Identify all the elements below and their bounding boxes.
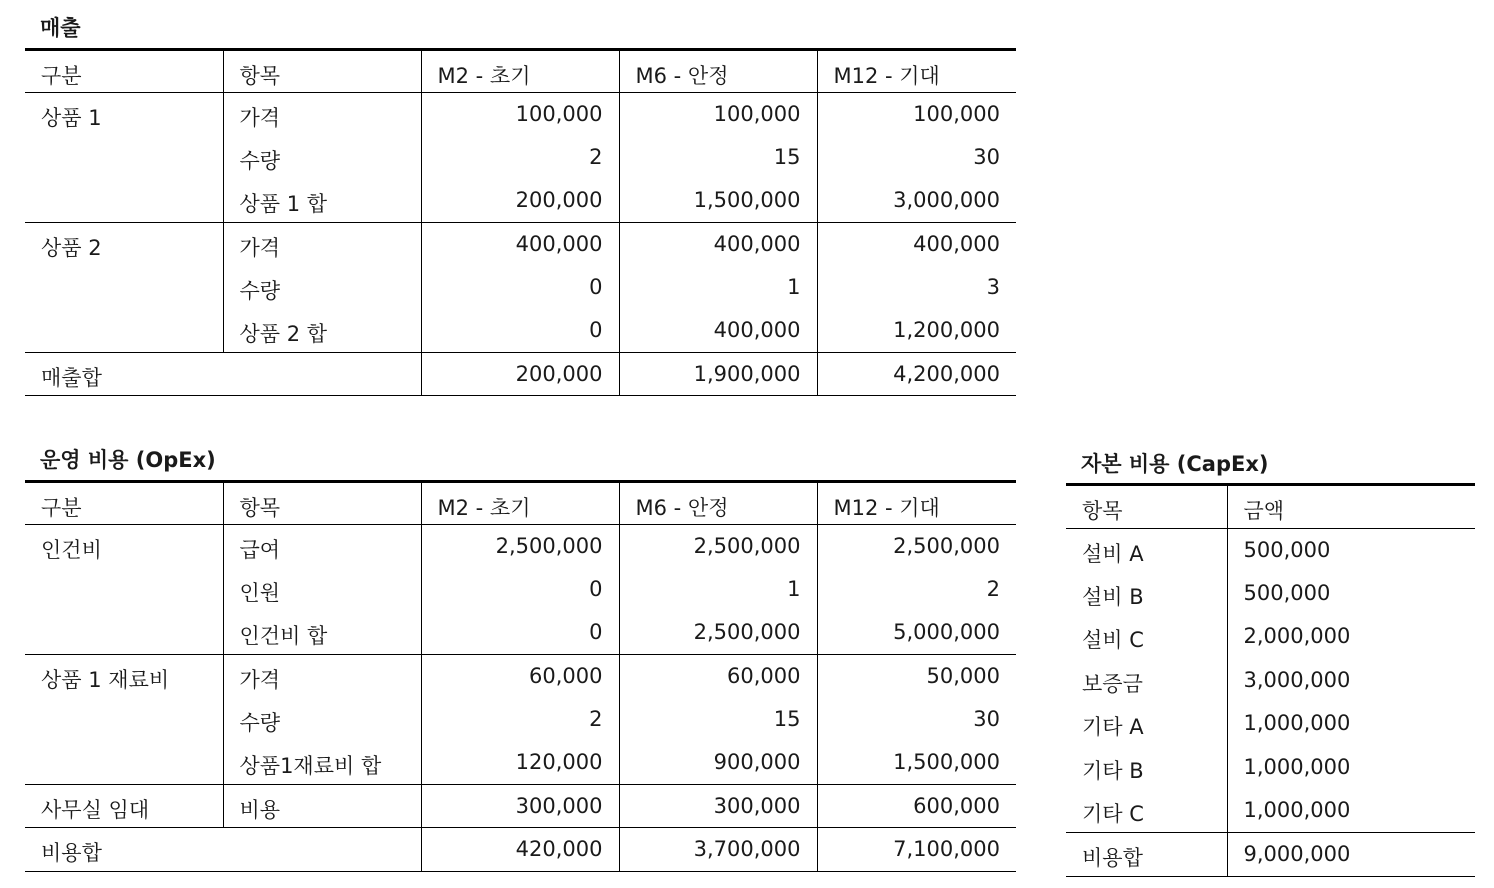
value-m2: 0 bbox=[421, 309, 619, 352]
value-m2: 2 bbox=[421, 698, 619, 741]
value-m12: 2 bbox=[817, 568, 1016, 611]
value-m2: 300,000 bbox=[421, 785, 619, 828]
header-m12: M12 - 기대 bbox=[817, 50, 1016, 93]
value-m6: 400,000 bbox=[619, 223, 817, 266]
group-name: 인건비 bbox=[41, 538, 102, 563]
total-m6: 3,700,000 bbox=[619, 828, 817, 871]
header-m2: M2 - 초기 bbox=[421, 482, 619, 525]
total-row bbox=[25, 828, 1016, 871]
header-m2: M2 - 초기 bbox=[421, 50, 619, 93]
header-item: 항목 bbox=[1066, 485, 1227, 529]
value-m6: 400,000 bbox=[619, 309, 817, 352]
item-label: 수량 bbox=[223, 698, 421, 741]
opex-title: 운영 비용 (OpEx) bbox=[40, 448, 216, 472]
table-row bbox=[1066, 572, 1475, 616]
total-m12: 7,100,000 bbox=[817, 828, 1016, 871]
item-label: 설비 B bbox=[1082, 584, 1144, 609]
value-m2: 2 bbox=[421, 136, 619, 179]
value-m2: 200,000 bbox=[421, 179, 619, 222]
value-m12: 400,000 bbox=[817, 223, 1016, 266]
value-m12: 50,000 bbox=[817, 655, 1016, 698]
item-label: 가격 bbox=[223, 655, 421, 698]
value-m2: 60,000 bbox=[421, 655, 619, 698]
value-m2: 400,000 bbox=[421, 223, 619, 266]
value-m12: 3 bbox=[817, 266, 1016, 309]
total-m12: 4,200,000 bbox=[817, 353, 1016, 396]
item-label: 수량 bbox=[223, 266, 421, 309]
total-label: 비용합 bbox=[25, 828, 421, 871]
amount-value: 3,000,000 bbox=[1227, 659, 1475, 703]
amount-value: 1,000,000 bbox=[1227, 789, 1475, 833]
header-m6: M6 - 안정 bbox=[619, 482, 817, 525]
item-label: 인원 bbox=[223, 568, 421, 611]
value-m6: 2,500,000 bbox=[619, 525, 817, 568]
header-amount: 금액 bbox=[1227, 485, 1475, 529]
table-row bbox=[25, 655, 1016, 698]
total-label: 매출합 bbox=[25, 353, 421, 396]
header-item: 항목 bbox=[223, 482, 421, 525]
value-m2: 100,000 bbox=[421, 93, 619, 136]
item-label: 상품 2 합 bbox=[223, 309, 421, 352]
table-row bbox=[25, 223, 1016, 266]
amount-value: 1,000,000 bbox=[1227, 746, 1475, 790]
total-m2: 200,000 bbox=[421, 353, 619, 396]
item-label: 비용 bbox=[223, 785, 421, 828]
value-m6: 15 bbox=[619, 136, 817, 179]
value-m12: 600,000 bbox=[817, 785, 1016, 828]
total-amount: 9,000,000 bbox=[1227, 833, 1475, 877]
value-m6: 100,000 bbox=[619, 93, 817, 136]
total-row bbox=[25, 353, 1016, 396]
value-m6: 900,000 bbox=[619, 741, 817, 784]
value-m12: 5,000,000 bbox=[817, 611, 1016, 654]
value-m6: 1 bbox=[619, 568, 817, 611]
table-row bbox=[25, 525, 1016, 568]
group-name: 상품 2 bbox=[25, 223, 223, 353]
value-m12: 100,000 bbox=[817, 93, 1016, 136]
table-row bbox=[1066, 746, 1475, 790]
group-name: 상품 1 재료비 bbox=[25, 655, 223, 785]
table-row bbox=[1066, 789, 1475, 833]
value-m2: 2,500,000 bbox=[421, 525, 619, 568]
item-label: 설비 A bbox=[1082, 541, 1144, 566]
group-name: 상품 1 bbox=[41, 106, 102, 131]
revenue-table bbox=[25, 48, 1016, 396]
total-m6: 1,900,000 bbox=[619, 353, 817, 396]
table-header-row bbox=[25, 482, 1016, 525]
value-m6: 1,500,000 bbox=[619, 179, 817, 222]
opex-table bbox=[25, 480, 1016, 872]
value-m2: 120,000 bbox=[421, 741, 619, 784]
value-m6: 300,000 bbox=[619, 785, 817, 828]
header-m6: M6 - 안정 bbox=[619, 50, 817, 93]
capex-title: 자본 비용 (CapEx) bbox=[1081, 452, 1269, 476]
header-item: 항목 bbox=[223, 50, 421, 93]
table-row bbox=[25, 785, 1016, 828]
value-m12: 1,500,000 bbox=[817, 741, 1016, 784]
table-header-row bbox=[1066, 485, 1475, 529]
item-label: 가격 bbox=[223, 93, 421, 136]
item-label: 수량 bbox=[223, 136, 421, 179]
item-label: 인건비 합 bbox=[223, 611, 421, 654]
item-label: 상품 1 합 bbox=[223, 179, 421, 222]
item-label: 급여 bbox=[223, 525, 421, 568]
value-m6: 2,500,000 bbox=[619, 611, 817, 654]
table-header-row bbox=[25, 50, 1016, 93]
header-category: 구분 bbox=[25, 482, 223, 525]
item-label: 기타 C bbox=[1082, 802, 1144, 826]
item-label: 상품1재료비 합 bbox=[223, 741, 421, 784]
value-m12: 30 bbox=[817, 698, 1016, 741]
amount-value: 1,000,000 bbox=[1227, 702, 1475, 746]
value-m12: 30 bbox=[817, 136, 1016, 179]
total-row bbox=[1066, 833, 1475, 877]
group-name: 사무실 임대 bbox=[25, 785, 223, 828]
value-m2: 0 bbox=[421, 611, 619, 654]
value-m12: 2,500,000 bbox=[817, 525, 1016, 568]
revenue-title: 매출 bbox=[40, 16, 81, 40]
value-m2: 0 bbox=[421, 266, 619, 309]
value-m6: 15 bbox=[619, 698, 817, 741]
table-row bbox=[1066, 702, 1475, 746]
table-row bbox=[1066, 615, 1475, 659]
amount-value: 500,000 bbox=[1227, 572, 1475, 616]
item-label: 가격 bbox=[223, 223, 421, 266]
header-m12: M12 - 기대 bbox=[817, 482, 1016, 525]
value-m6: 1 bbox=[619, 266, 817, 309]
value-m2: 0 bbox=[421, 568, 619, 611]
item-label: 기타 B bbox=[1082, 758, 1144, 783]
value-m12: 1,200,000 bbox=[817, 309, 1016, 352]
table-row bbox=[25, 93, 1016, 136]
item-label: 보증금 bbox=[1082, 671, 1143, 696]
total-m2: 420,000 bbox=[421, 828, 619, 871]
item-label: 기타 A bbox=[1082, 715, 1144, 739]
value-m12: 3,000,000 bbox=[817, 179, 1016, 222]
capex-table bbox=[1066, 483, 1475, 877]
header-category: 구분 bbox=[25, 50, 223, 93]
amount-value: 500,000 bbox=[1227, 528, 1475, 572]
amount-value: 2,000,000 bbox=[1227, 615, 1475, 659]
table-row bbox=[1066, 659, 1475, 703]
value-m6: 60,000 bbox=[619, 655, 817, 698]
item-label: 설비 C bbox=[1082, 628, 1144, 652]
total-label: 비용합 bbox=[1066, 833, 1227, 877]
table-row bbox=[1066, 528, 1475, 572]
